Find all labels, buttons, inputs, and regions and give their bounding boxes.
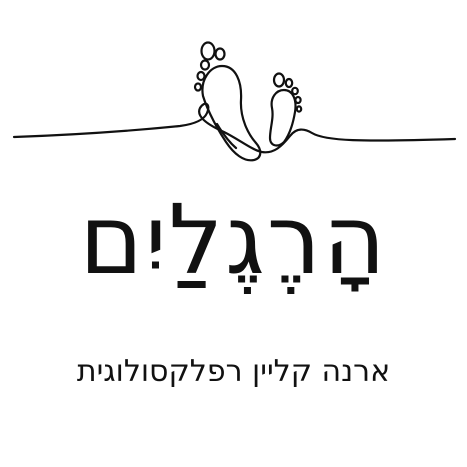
left-foot [195, 43, 260, 161]
right-foot [270, 74, 301, 146]
brand-title: הָרֶגֶלַיִם [79, 184, 388, 296]
two-feet-line-art-icon [0, 0, 467, 170]
brand-subtitle: ארנה קליין רפלקסולוגית [76, 354, 391, 389]
horizon-line [14, 104, 455, 153]
